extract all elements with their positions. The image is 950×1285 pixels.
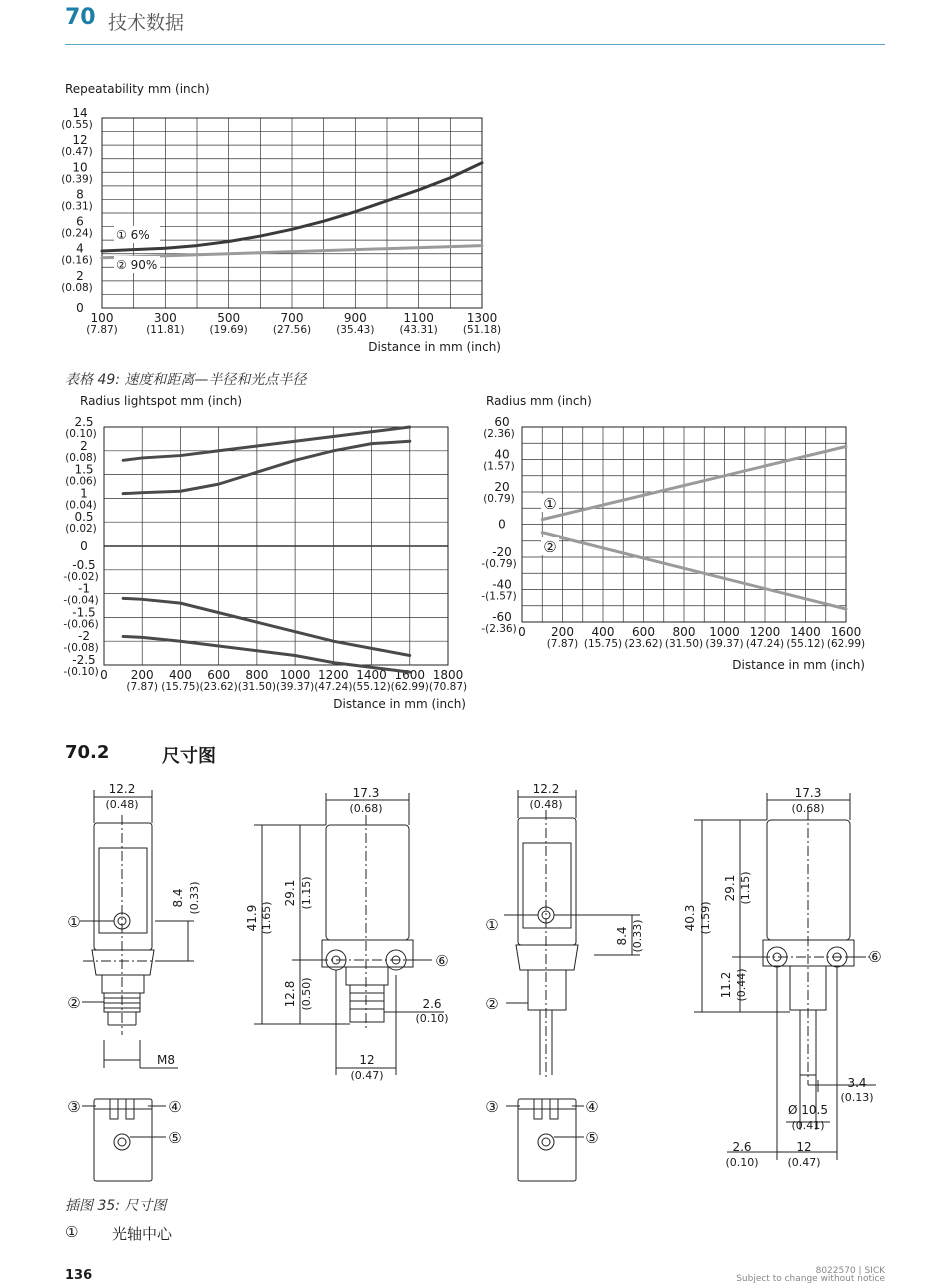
x-tick-sublabel: (62.99)	[826, 638, 866, 650]
legend-text: 光轴中心	[112, 1225, 173, 1243]
x-tick-sublabel: (15.75)	[583, 638, 623, 650]
y-tick-sublabel: (0.10)	[65, 428, 97, 440]
y-tick-label: 20	[494, 480, 510, 494]
sensor-neck	[92, 950, 154, 975]
dim-11-2: 11.2	[719, 971, 733, 999]
dim-0-50: (0.50)	[300, 977, 313, 1011]
dim-2-6-b: 2.6	[732, 1140, 752, 1154]
x-tick-label: 1200	[749, 625, 781, 639]
x-tick-label: 200	[130, 668, 154, 682]
x-tick-label: 800	[672, 625, 696, 639]
dim-29-1-a: 29.1	[283, 879, 297, 907]
y-tick-label: -1	[78, 581, 90, 596]
x-tick-label: 1300	[466, 311, 498, 325]
y-tick-label: 14	[72, 106, 88, 120]
x-tick-label: 1100	[403, 311, 434, 325]
x-tick-label: 900	[343, 311, 367, 325]
marker-3-a: ③	[67, 1098, 81, 1116]
x-tick-sublabel: (35.43)	[336, 324, 375, 336]
dim-1-15-b: (1.15)	[739, 871, 752, 905]
dim-0-33-b: (0.33)	[631, 919, 644, 953]
x-tick-sublabel: (23.62)	[624, 638, 663, 650]
y-tick-label: -2.5	[72, 653, 96, 667]
dim-17-3-a: 17.3	[352, 786, 380, 800]
x-tick-sublabel: (55.12)	[786, 638, 825, 650]
x-tick-sublabel: (31.50)	[237, 681, 277, 693]
x-tick-sublabel: (39.37)	[705, 638, 744, 650]
x-axis-title: Distance in mm (inch)	[333, 697, 466, 711]
cable-sensor-front-body	[518, 818, 576, 945]
x-tick-sublabel: (62.99)	[390, 681, 429, 693]
series-label-2: ②	[543, 538, 557, 556]
dim-0-68-a: (0.68)	[349, 802, 383, 815]
marker-1-b: ①	[485, 916, 499, 934]
x-tick-sublabel: (7.87)	[86, 324, 118, 336]
dim-8-4-a: 8.4	[171, 888, 185, 908]
y-tick-sublabel: (0.24)	[61, 227, 93, 240]
footer-doc-id: 8022570 | SICK	[815, 1266, 885, 1276]
dim-1-15-a: (1.15)	[300, 876, 313, 910]
y-tick-sublabel: -(2.36)	[481, 623, 517, 635]
y-tick-sublabel: -(0.06)	[63, 618, 99, 631]
dim-0-47-b: (0.47)	[787, 1156, 821, 1169]
dim-12-a: 12	[359, 1053, 375, 1067]
legend-number: ①	[65, 1223, 79, 1241]
dim-0-47-a: (0.47)	[350, 1069, 384, 1082]
y-tick-label: 2	[80, 438, 88, 453]
sensor-front-body	[94, 823, 152, 950]
x-tick-label: 1400	[790, 625, 821, 639]
dim-1-59: (1.59)	[699, 901, 712, 935]
dim-8-4-b: 8.4	[615, 926, 629, 946]
cable-sensor-bottom-view	[518, 1099, 576, 1181]
x-tick-label: 1000	[279, 668, 311, 682]
x-tick-label: 600	[632, 625, 655, 639]
section-title: 尺寸图	[162, 746, 216, 767]
x-tick-label: 100	[90, 311, 114, 325]
x-tick-label: 200	[551, 625, 574, 639]
y-tick-label: 6	[76, 214, 84, 229]
y-tick-label: 0	[80, 539, 88, 553]
sensor-front-window	[99, 848, 147, 933]
x-tick-sublabel: (43.31)	[399, 324, 438, 336]
chart2-ylabel: Radius lightspot mm (inch)	[80, 394, 243, 408]
dim-10-5: Ø 10.5	[788, 1103, 828, 1117]
y-tick-sublabel: (0.31)	[61, 200, 93, 213]
marker-5-b: ⑤	[585, 1129, 599, 1147]
x-axis-title: Distance in mm (inch)	[732, 658, 865, 672]
dim-0-48-a: (0.48)	[105, 798, 139, 811]
dim-0-10-a: (0.10)	[415, 1012, 449, 1025]
y-tick-label: -0.5	[72, 557, 96, 572]
x-tick-label: 600	[207, 668, 231, 682]
x-tick-label: 0	[100, 668, 108, 682]
x-tick-label: 800	[245, 668, 269, 682]
y-tick-sublabel: (1.57)	[483, 460, 515, 473]
table-caption: 表格 49: 速度和距离—半径和光点半径	[65, 372, 307, 388]
chapter-title: 技术数据	[108, 12, 185, 34]
dim-0-10-b: (0.10)	[725, 1156, 759, 1169]
dim-0-13: (0.13)	[840, 1091, 874, 1104]
y-tick-sublabel: -(0.79)	[481, 558, 517, 570]
x-tick-label: 1400	[356, 668, 387, 682]
y-tick-sublabel: (0.39)	[61, 173, 93, 186]
x-tick-label: 0	[518, 625, 526, 639]
dim-2-6-a: 2.6	[422, 997, 442, 1011]
marker-3-b: ③	[485, 1098, 499, 1116]
y-tick-label: -20	[492, 545, 512, 559]
dim-m8: M8	[157, 1053, 175, 1067]
x-tick-label: 1000	[709, 625, 740, 639]
y-tick-sublabel: -(1.57)	[481, 590, 517, 603]
x-tick-sublabel: (19.69)	[209, 324, 248, 336]
x-tick-label: 700	[280, 311, 304, 325]
y-tick-label: 4	[76, 241, 84, 256]
y-tick-sublabel: (0.79)	[483, 493, 515, 505]
y-tick-label: 0	[76, 301, 84, 315]
y-tick-label: 2.5	[74, 415, 94, 429]
x-tick-label: 400	[591, 625, 615, 639]
x-tick-sublabel: (51.18)	[462, 324, 502, 336]
y-tick-sublabel: (0.08)	[65, 451, 97, 464]
x-tick-sublabel: (27.56)	[272, 324, 312, 336]
marker-5-a: ⑤	[168, 1129, 182, 1147]
x-tick-label: 1200	[318, 668, 349, 682]
dim-17-3-b: 17.3	[794, 786, 822, 800]
x-tick-sublabel: (47.24)	[745, 638, 785, 650]
x-tick-label: 500	[217, 311, 241, 325]
y-tick-sublabel: -(0.10)	[63, 666, 99, 678]
dim-12-b: 12	[796, 1140, 812, 1154]
y-tick-sublabel: (0.04)	[65, 499, 97, 512]
marker-1-a: ①	[67, 913, 81, 931]
y-tick-label: 8	[76, 187, 84, 202]
dim-3-4: 3.4	[847, 1076, 867, 1090]
x-tick-sublabel: (39.37)	[275, 681, 315, 693]
figure-caption: 插图 35: 尺寸图	[65, 1198, 167, 1214]
y-tick-label: -2	[78, 629, 90, 644]
x-tick-sublabel: (7.87)	[546, 638, 579, 650]
y-tick-sublabel: -(0.08)	[63, 642, 99, 655]
y-tick-label: 1.5	[74, 462, 94, 477]
y-tick-sublabel: (0.55)	[61, 119, 93, 131]
x-tick-label: 1800	[432, 668, 464, 682]
y-tick-label: 0.5	[74, 510, 94, 525]
sensor-side-body	[326, 825, 409, 940]
dim-0-68-b: (0.68)	[791, 802, 825, 815]
y-tick-sublabel: (0.02)	[65, 523, 97, 536]
footer-note: Subject to change without notice	[736, 1274, 885, 1284]
marker-4-a: ④	[168, 1098, 182, 1116]
x-tick-label: 1600	[830, 625, 862, 639]
page-number: 136	[65, 1268, 93, 1283]
y-tick-label: 2	[76, 268, 84, 283]
dim-12-2-b: 12.2	[532, 782, 560, 796]
x-tick-sublabel: (47.24)	[314, 681, 353, 693]
y-tick-label: 10	[72, 160, 88, 175]
x-tick-label: 400	[168, 668, 192, 682]
y-tick-label: -40	[492, 577, 512, 592]
x-tick-sublabel: (23.62)	[199, 681, 238, 693]
marker-2-b: ②	[485, 995, 499, 1013]
y-tick-label: 1	[80, 486, 88, 501]
marker-6-a: ⑥	[435, 952, 449, 970]
sensor-bottom-view	[94, 1099, 152, 1181]
chapter-number: 70	[65, 5, 96, 30]
y-tick-sublabel: (0.08)	[61, 281, 93, 294]
dim-12-2-a: 12.2	[108, 782, 136, 796]
dim-12-8: 12.8	[283, 980, 297, 1008]
dim-0-33-a: (0.33)	[188, 881, 201, 915]
y-tick-label: -1.5	[72, 605, 96, 620]
x-tick-label: 1600	[394, 668, 426, 682]
x-tick-sublabel: (55.12)	[352, 681, 391, 693]
series-label-1: ① 6%	[116, 228, 150, 242]
dim-29-1-b: 29.1	[723, 874, 737, 902]
chart1-ylabel: Repeatability mm (inch)	[65, 82, 210, 96]
y-tick-label: 60	[494, 415, 510, 429]
series-label-1: ①	[543, 495, 557, 513]
chart3-ylabel: Radius mm (inch)	[486, 394, 592, 408]
x-tick-sublabel: (7.87)	[126, 681, 159, 693]
marker-4-b: ④	[585, 1098, 599, 1116]
marker-2-a: ②	[67, 994, 81, 1012]
y-tick-label: 0	[498, 517, 506, 532]
x-axis-title: Distance in mm (inch)	[368, 340, 501, 354]
x-tick-sublabel: (70.87)	[428, 681, 468, 693]
series-label-2: ② 90%	[116, 258, 158, 272]
y-tick-sublabel: -(0.02)	[63, 570, 99, 583]
y-tick-sublabel: (0.47)	[61, 146, 93, 159]
y-tick-label: 40	[494, 447, 510, 462]
dim-41-9: 41.9	[245, 904, 259, 932]
section-number: 70.2	[65, 742, 110, 763]
y-tick-sublabel: (0.06)	[65, 475, 97, 488]
x-tick-sublabel: (11.81)	[146, 324, 185, 336]
x-tick-sublabel: (31.50)	[664, 638, 704, 650]
dim-1-65: (1.65)	[260, 901, 273, 935]
marker-6-b: ⑥	[868, 948, 882, 966]
dim-0-41: (0.41)	[791, 1119, 825, 1132]
y-tick-label: 12	[72, 133, 88, 148]
dim-40-3: 40.3	[683, 904, 697, 932]
y-tick-sublabel: (2.36)	[483, 428, 515, 440]
x-tick-sublabel: (15.75)	[161, 681, 200, 693]
y-tick-label: -60	[492, 610, 512, 624]
y-tick-sublabel: (0.16)	[61, 254, 93, 267]
y-tick-sublabel: -(0.04)	[63, 594, 99, 607]
x-tick-label: 300	[153, 311, 177, 325]
dim-0-48-b: (0.48)	[529, 798, 563, 811]
dim-0-44: (0.44)	[735, 968, 748, 1002]
